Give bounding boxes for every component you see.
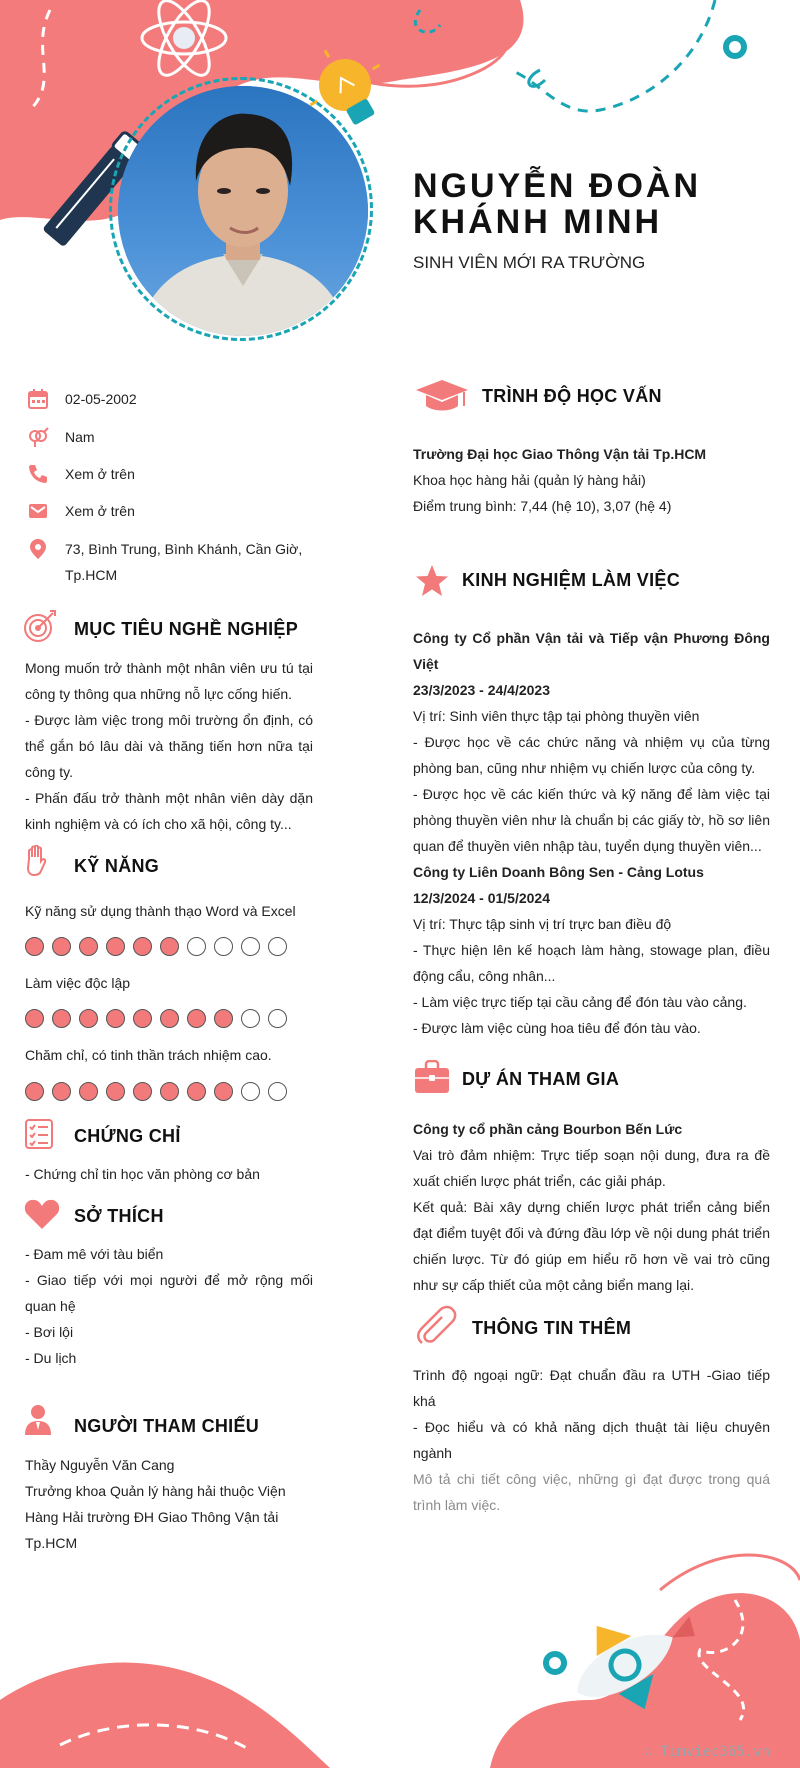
- rating-dot-empty: [241, 1082, 260, 1101]
- skills-title: KỸ NĂNG: [74, 856, 160, 876]
- name-line-2: KHÁNH MINH: [413, 203, 663, 241]
- checklist-icon: [24, 1118, 54, 1150]
- hobby-line: - Giao tiếp với mọi người để mở rộng mối quan hệ: [25, 1272, 313, 1314]
- skill-name: Chăm chỉ, có tinh thần trách nhiệm cao.: [25, 1047, 272, 1063]
- rating-dot-filled: [79, 1082, 98, 1101]
- experience-job-1: [413, 625, 770, 859]
- rating-dot-filled: [214, 1009, 233, 1028]
- email-icon: [27, 500, 49, 522]
- gender-icon: [27, 426, 49, 448]
- experience-title: KINH NGHIỆM LÀM VIỆC: [462, 570, 681, 590]
- location-pin-icon: [27, 538, 49, 560]
- paperclip-icon: [414, 1305, 458, 1347]
- rating-dot-empty: [214, 937, 233, 956]
- info-address: [25, 536, 325, 588]
- rating-dot-filled: [160, 937, 179, 956]
- hobby-line: - Du lịch: [25, 1350, 77, 1366]
- heart-icon: [24, 1198, 60, 1230]
- name-line-1: NGUYỄN ĐOÀN: [413, 167, 702, 205]
- skill-rating: [25, 937, 287, 959]
- hand-icon: [24, 845, 50, 877]
- additional-line: - Đọc hiểu và có khả năng dịch thuật tài liệu chuyên ngành: [413, 1419, 770, 1461]
- phone-value: Xem ở trên: [65, 466, 135, 482]
- job-line: - Được học về các kiến thức và kỹ năng để làm việc tại phòng thuyền viên như là chuẩn bị các giấy tờ, hồ sơ liên quan để thuyền viên nhập tàu, tuyển dụng thuyền viên...: [413, 786, 770, 854]
- rating-dot-filled: [79, 937, 98, 956]
- address-value: 73, Bình Trung, Bình Khánh, Cần Giờ, Tp.HCM: [65, 541, 303, 583]
- reference-line: Thầy Nguyễn Văn Cang: [25, 1457, 175, 1473]
- hobby-line: - Đam mê với tàu biển: [25, 1246, 164, 1262]
- references-text: [25, 1452, 313, 1556]
- reference-line: Trưởng khoa Quản lý hàng hải thuộc Viện Hàng Hải trường ĐH Giao Thông Vận tải Tp.HCM: [25, 1483, 286, 1551]
- experience-job-2: [413, 859, 770, 1041]
- rating-dot-filled: [106, 1009, 125, 1028]
- major: Khoa học hàng hải (quản lý hàng hải): [413, 472, 646, 488]
- rating-dot-filled: [52, 1082, 71, 1101]
- rating-dot-filled: [160, 1009, 179, 1028]
- skill-name: Làm việc độc lập: [25, 975, 131, 991]
- rating-dot-filled: [187, 1009, 206, 1028]
- info-email: [25, 498, 325, 524]
- job-company: Công ty Liên Doanh Bông Sen - Cảng Lotus: [413, 864, 704, 880]
- certificates-text: [25, 1161, 313, 1187]
- gpa: Điểm trung bình: 7,44 (hệ 10), 3,07 (hệ 4): [413, 498, 672, 514]
- school-name: Trường Đại học Giao Thông Vận tải Tp.HCM: [413, 446, 707, 462]
- rating-dot-filled: [106, 937, 125, 956]
- rating-dot-empty: [268, 1082, 287, 1101]
- email-value: Xem ở trên: [65, 503, 135, 519]
- calendar-icon: [27, 388, 49, 410]
- rating-dot-filled: [25, 937, 44, 956]
- job-line: - Được học về các chức năng và nhiệm vụ của từng phòng ban, cũng như nhiệm vụ chiến lược của công ty.: [413, 734, 770, 776]
- candidate-position: SINH VIÊN MỚI RA TRƯỜNG: [413, 253, 646, 272]
- person-photo: [118, 86, 368, 336]
- projects-title: DỰ ÁN THAM GIA: [462, 1069, 620, 1089]
- objective-text: [25, 655, 313, 837]
- rating-dot-filled: [25, 1009, 44, 1028]
- rating-dot-filled: [25, 1082, 44, 1101]
- job-line: Vị trí: Thực tập sinh vị trí trực ban điều độ: [413, 916, 672, 932]
- rating-dot-filled: [133, 1009, 152, 1028]
- project-line: Vai trò đảm nhiệm: Trực tiếp soạn nội dung, đưa ra đề xuất chiến lược phát triển, các giải pháp.: [413, 1147, 770, 1189]
- rating-dot-filled: [133, 1082, 152, 1101]
- graduation-cap-icon: [414, 378, 470, 414]
- project-line: Kết quả: Bài xây dựng chiến lược phát triển cảng biển đạt điểm tuyệt đối và đứng đầu lớp về nội dung phát triển chiến lược. Từ đó giúp em hiểu rõ hơn về vai trò cũng như sự cấp thiết của một cảng biển mang lại.: [413, 1199, 770, 1293]
- rating-dot-filled: [52, 937, 71, 956]
- skill-name: Kỹ năng sử dụng thành thạo Word và Excel: [25, 903, 296, 919]
- rating-dot-filled: [160, 1082, 179, 1101]
- star-icon: [414, 563, 450, 599]
- project-company: Công ty cổ phần cảng Bourbon Bến Lức: [413, 1121, 683, 1137]
- job-line: Vị trí: Sinh viên thực tập tại phòng thuyền viên: [413, 708, 700, 724]
- info-phone: [25, 461, 325, 487]
- rating-dot-empty: [241, 1009, 260, 1028]
- target-icon: [22, 608, 58, 644]
- job-line: - Thực hiện lên kế hoạch làm hàng, stowage plan, điều động cẩu, công nhân...: [413, 942, 770, 984]
- references-title: NGƯỜI THAM CHIẾU: [74, 1416, 260, 1436]
- education-text: [413, 441, 770, 519]
- objective-line: Mong muốn trở thành một nhân viên ưu tú tại công ty thông qua những nỗ lực cống hiến.: [25, 660, 313, 702]
- certificates-title: CHỨNG CHỈ: [74, 1126, 181, 1146]
- additional-text: [413, 1362, 770, 1518]
- rating-dot-filled: [79, 1009, 98, 1028]
- candidate-name: [413, 168, 773, 240]
- briefcase-icon: [414, 1060, 450, 1094]
- objective-title: MỤC TIÊU NGHỀ NGHIỆP: [74, 619, 299, 639]
- avatar: [118, 86, 368, 336]
- gender-value: Nam: [65, 429, 95, 445]
- job-period: 12/3/2024 - 01/5/2024: [413, 890, 551, 906]
- rating-dot-filled: [52, 1009, 71, 1028]
- watermark: ∴ Timviec365.vn: [643, 1744, 770, 1760]
- certificate-line: - Chứng chỉ tin học văn phòng cơ bản: [25, 1166, 260, 1182]
- hobbies-title: SỞ THÍCH: [74, 1206, 164, 1226]
- info-gender: [25, 424, 325, 450]
- rating-dot-empty: [187, 937, 206, 956]
- objective-line: - Được làm việc trong môi trường ổn định, có thể gắn bó lâu dài và thăng tiến hơn nữa tại công ty.: [25, 712, 313, 780]
- skill-rating: [25, 1009, 287, 1031]
- user-icon: [24, 1404, 52, 1436]
- rating-dot-filled: [106, 1082, 125, 1101]
- phone-icon: [27, 463, 49, 485]
- job-line: - Được làm việc cùng hoa tiêu để đón tàu vào.: [413, 1020, 701, 1036]
- skill-rating: [25, 1082, 287, 1104]
- rating-dot-filled: [214, 1082, 233, 1101]
- education-title: TRÌNH ĐỘ HỌC VẤN: [482, 386, 662, 406]
- job-line: - Làm việc trực tiếp tại cầu cảng để đón tàu vào cảng.: [413, 994, 747, 1010]
- rating-dot-filled: [187, 1082, 206, 1101]
- rating-dot-empty: [241, 937, 260, 956]
- job-company: Công ty Cổ phần Vận tải và Tiếp vận Phương Đông Việt: [413, 630, 770, 672]
- projects-text: [413, 1116, 770, 1298]
- hobby-line: - Bơi lội: [25, 1324, 74, 1340]
- job-period: 23/3/2023 - 24/4/2023: [413, 682, 551, 698]
- additional-title: THÔNG TIN THÊM: [472, 1318, 632, 1338]
- objective-line: - Phấn đấu trở thành một nhân viên dày dặn kinh nghiệm và có ích cho xã hội, công ty...: [25, 790, 313, 832]
- hobbies-text: [25, 1241, 313, 1371]
- birthday-value: 02-05-2002: [65, 391, 137, 407]
- additional-line: Trình độ ngoại ngữ: Đạt chuẩn đầu ra UTH -Giao tiếp khá: [413, 1367, 770, 1409]
- info-birthday: [25, 386, 325, 412]
- additional-placeholder: Mô tả chi tiết công việc, những gì đạt được trong quá trình làm việc.: [413, 1471, 770, 1513]
- rating-dot-empty: [268, 1009, 287, 1028]
- rating-dot-empty: [268, 937, 287, 956]
- rating-dot-filled: [133, 937, 152, 956]
